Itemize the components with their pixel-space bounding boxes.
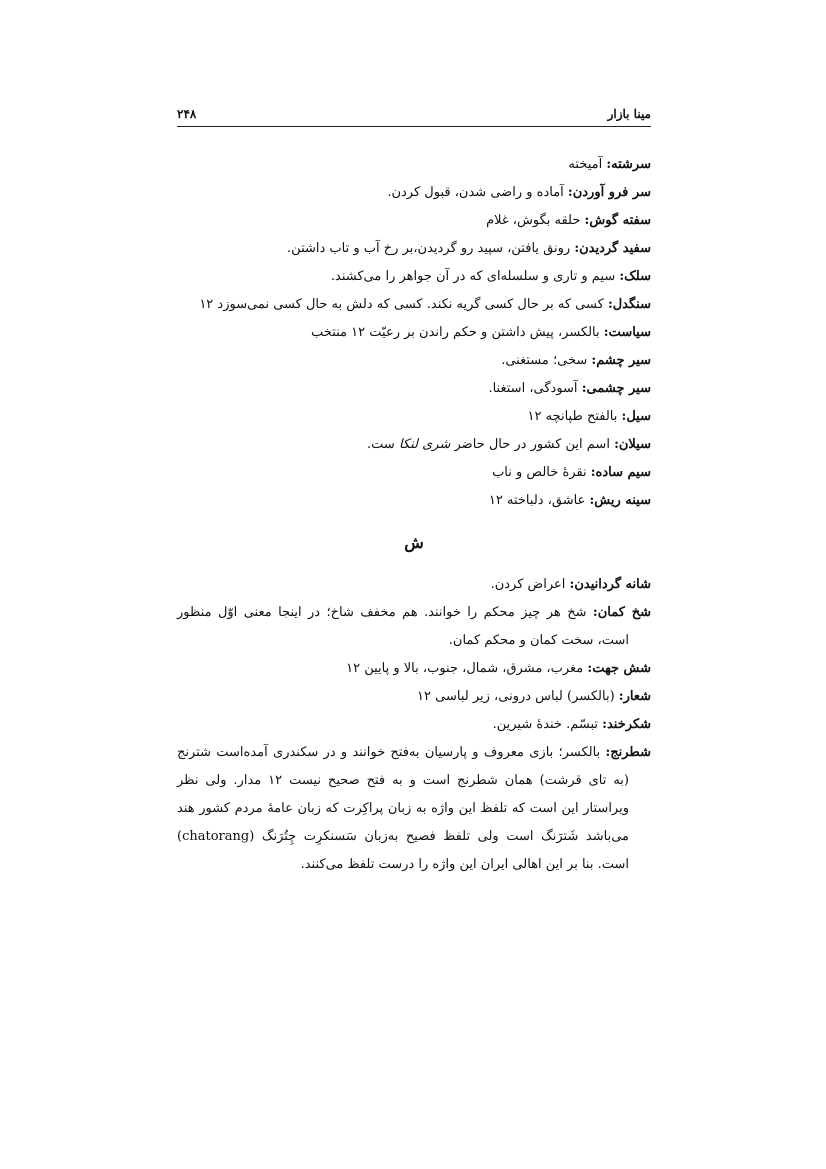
page-number: ۲۴۸ [177,107,197,121]
glossary-entry [177,207,651,235]
glossary-entry [177,179,651,207]
glossary-entry [177,263,651,291]
entry-term: سفید گردیدن: [574,241,651,256]
entry-definition: عاشق، دلباخته ۱۲ [488,493,590,508]
entry-term: سرشته: [606,157,651,172]
entry-definition: حلقه بگوش، غلام [486,213,585,228]
entry-term: شعار: [618,689,651,704]
glossary-entry [177,347,651,375]
page-header [177,102,651,127]
glossary-entry [177,459,651,487]
entry-definition: تبسّم. خندهٔ شیرین. [492,717,603,732]
entry-term: سیل: [621,409,651,424]
entry-definition: سخی؛ مستغنی. [501,353,592,368]
glossary-entry [177,487,651,515]
glossary-entry [177,599,651,655]
entry-definition: رونق یافتن، سپید رو گردیدن،بر رخ آب و تاب داشتن. [287,241,575,256]
glossary-entry [177,319,651,347]
entry-definition-tail: ست. [367,437,399,452]
entry-term: سنگدل: [607,297,651,312]
glossary-body [177,151,651,879]
entry-term: شطرنج: [605,745,651,760]
entry-definition: اسم این کشور در حال حاضر [450,437,615,452]
entry-definition: سیم و تاری و سلسله‌ای که در آن جواهر را می‌کشند. [330,269,620,284]
glossary-entry [177,711,651,739]
entry-definition: کسی که بر حال کسی گریه نکند. کسی که دلش به حال کسی نمی‌سوزد ۱۲ [199,297,608,312]
section-heading: ش [404,533,424,552]
glossary-entry [177,655,651,683]
entry-definition: اعراض کردن. [490,577,570,592]
glossary-entry [177,291,651,319]
entry-term: سیلان: [614,437,651,452]
entry-term: سلک: [619,269,651,284]
entry-term: سفته گوش: [584,213,651,228]
glossary-entry [177,375,651,403]
entry-term: شخ کمان: [592,605,651,620]
running-title: مینا بازار [607,107,651,121]
glossary-entry [177,739,651,879]
glossary-entry [177,235,651,263]
glossary-entry [177,403,651,431]
entry-definition: بالفتح طپانچه ۱۲ [527,409,622,424]
glossary-entry [177,571,651,599]
glossary-entry [177,151,651,179]
entry-term: سر فرو آوردن: [567,185,651,200]
entry-definition: (بالکسر) لباس درونی، زیر لباسی ۱۲ [417,689,619,704]
entry-definition: مغرب، مشرق، شمال، جنوب، بالا و پایین ۱۲ [346,661,588,676]
glossary-entry [177,683,651,711]
entry-definition: آسودگی، استغنا. [488,381,582,396]
entry-definition: آماده و راضی شدن، قبول کردن. [387,185,568,200]
entry-term: سیاست: [603,325,651,340]
entry-term: شش جهت: [587,661,651,676]
entry-term: شکرخند: [602,717,651,732]
entry-definition: نقرهٔ خالص و ناب [492,465,591,480]
entry-term: سینه ریش: [589,493,651,508]
entry-definition-italic: شری لنکا [398,437,451,452]
entry-term: سیم ساده: [590,465,651,480]
entry-definition: بالکسر، پیش داشتن و حکم راندن بر رعیّت ۱۲ منتخب [311,325,604,340]
entry-definition: شخ هر چیز محکم را خوانند. هم مخفف شاخ؛ در اینجا معنی اوّل منظور است، سخت کمان و محکم کمان. [177,605,629,648]
entry-definition: بالکسر؛ بازی معروف و پارسیان به‌فتح خوانند و در سکندری آمده‌است شترنج (به تای قرشت) همان شطرنج است و به فتح صحیح نیست ۱۲ مدار. ولی نظر ویراستار این است که تلفظ این واژه به زبان پراکِرت که زبان عامهٔ مردم کشور هند می‌باشد شَترَنگ است ولی تلفظ فصیح به‌زبان سَسنکرِت چِتُرَنگ (chatorang) است. بنا بر این اهالی ایران این واژه را درست تلفظ می‌کنند. [177,745,629,872]
entry-term: سیر چشمی: [581,381,651,396]
glossary-entry [177,431,651,459]
entry-term: شانه گردانیدن: [569,577,651,592]
entry-term: سیر چشم: [591,353,651,368]
entry-definition: آمیخته [568,157,607,172]
